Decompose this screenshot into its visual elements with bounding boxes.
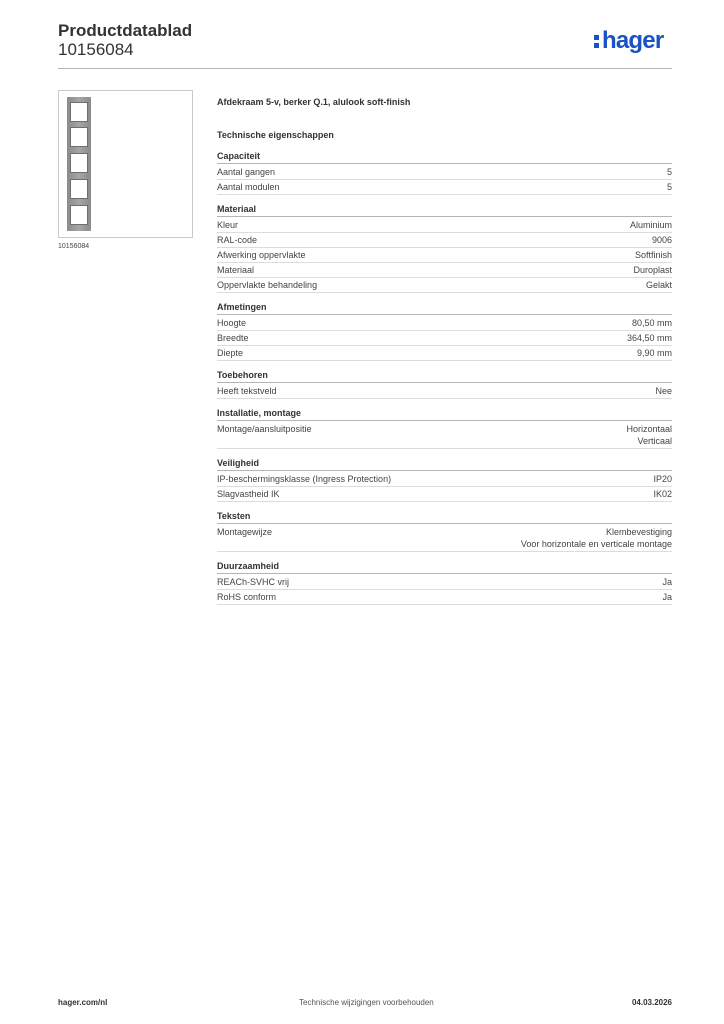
spec-row (217, 590, 672, 605)
spec-value (653, 473, 672, 485)
spec-row (217, 472, 672, 487)
spec-label: RoHS conform (217, 592, 277, 602)
spec-sections (217, 150, 672, 605)
spec-value (630, 219, 672, 231)
spec-section (217, 369, 672, 399)
section-title: Duurzaamheid (217, 560, 672, 574)
spec-row (217, 331, 672, 346)
spec-value-line: Voor horizontale en verticale montage (520, 539, 672, 549)
spec-value-line: Horizontaal (626, 424, 672, 434)
spec-value-line: Ja (662, 592, 672, 602)
spec-value-line: Ja (662, 577, 672, 587)
header-divider (58, 68, 672, 69)
spec-value (627, 332, 672, 344)
section-title: Veiligheid (217, 457, 672, 471)
spec-value-line: Gelakt (645, 280, 672, 290)
section-title: Capaciteit (217, 150, 672, 164)
image-caption: 10156084 (58, 243, 90, 250)
spec-row (217, 487, 672, 502)
spec-value-line: Verticaal (637, 436, 672, 446)
product-code: 10156084 (58, 40, 134, 59)
spec-label: Kleur (217, 220, 239, 230)
spec-row (217, 248, 672, 263)
product-frame-image (67, 97, 91, 231)
product-image-box (58, 90, 193, 238)
product-specifications (217, 95, 672, 605)
spec-row (217, 525, 672, 552)
frame-slot (70, 102, 88, 122)
spec-value-line: IK02 (653, 489, 672, 499)
spec-section (217, 457, 672, 502)
spec-value-line: Aluminium (629, 220, 672, 230)
spec-label: Diepte (217, 348, 244, 358)
frame-slot (70, 179, 88, 199)
section-title: Teksten (217, 510, 672, 524)
document-title: Productdatablad (58, 21, 193, 40)
spec-section (217, 150, 672, 195)
spec-label: Montagewijze (217, 527, 273, 537)
spec-value-line: Softfinish (634, 250, 672, 260)
spec-value (637, 347, 672, 359)
spec-value-line: 9,90 mm (636, 348, 672, 358)
spec-value (662, 591, 672, 603)
spec-label: Materiaal (217, 265, 255, 275)
spec-section (217, 301, 672, 361)
spec-section (217, 203, 672, 293)
spec-row (217, 218, 672, 233)
spec-value (632, 317, 672, 329)
spec-row (217, 263, 672, 278)
spec-row (217, 384, 672, 399)
hager-logo[interactable] (594, 29, 663, 53)
spec-value (662, 576, 672, 588)
spec-value-line: IP20 (653, 474, 672, 484)
spec-label: Oppervlakte behandeling (217, 280, 318, 290)
section-title: Toebehoren (217, 369, 672, 383)
section-title: Afmetingen (217, 301, 672, 315)
spec-value (633, 264, 672, 276)
spec-label: Breedte (217, 333, 249, 343)
frame-slot (70, 153, 88, 173)
product-title: Afdekraam 5-v, berker Q.1, alulook soft-finish (217, 97, 411, 107)
spec-label: Slagvastheid IK (217, 489, 280, 499)
spec-value (646, 279, 672, 291)
spec-value (667, 181, 672, 193)
spec-section (217, 407, 672, 449)
spec-row (217, 346, 672, 361)
spec-section (217, 560, 672, 605)
spec-value (521, 526, 672, 550)
spec-value-line: Nee (655, 386, 672, 396)
spec-row (217, 180, 672, 195)
spec-label: RAL-code (217, 235, 258, 245)
footer-date: 04.03.2026 (631, 998, 672, 1007)
footer-disclaimer: Technische wijzigingen voorbehouden (299, 998, 434, 1007)
spec-value-line: 5 (666, 182, 672, 192)
spec-value-line: 5 (666, 167, 672, 177)
spec-value-line: Klembevestiging (605, 527, 672, 537)
spec-label: Aantal gangen (217, 167, 276, 177)
spec-value-line: 364,50 mm (626, 333, 672, 343)
spec-value (653, 488, 672, 500)
spec-value (667, 166, 672, 178)
spec-value-line: 80,50 mm (631, 318, 672, 328)
logo-text: hager (602, 27, 664, 54)
frame-slot (70, 127, 88, 147)
spec-label: REACh-SVHC vrij (217, 577, 290, 587)
footer-website-link[interactable]: hager.com/nl (58, 998, 108, 1007)
spec-section (217, 510, 672, 552)
spec-row (217, 316, 672, 331)
spec-label: Heeft tekstveld (217, 386, 277, 396)
spec-label: Montage/aansluitpositie (217, 424, 312, 434)
spec-row (217, 233, 672, 248)
section-title: Materiaal (217, 203, 672, 217)
spec-value-line: Duroplast (633, 265, 672, 275)
spec-value (655, 385, 672, 397)
spec-row (217, 575, 672, 590)
spec-value (652, 234, 672, 246)
spec-value-line: 9006 (651, 235, 672, 245)
spec-row (217, 278, 672, 293)
technical-properties-heading: Technische eigenschappen (217, 130, 334, 140)
spec-label: Hoogte (217, 318, 247, 328)
spec-label: IP-beschermingsklasse (Ingress Protection) (217, 474, 392, 484)
frame-slot (70, 205, 88, 225)
spec-value (626, 423, 672, 447)
spec-value (635, 249, 672, 261)
spec-label: Afwerking oppervlakte (217, 250, 306, 260)
section-title: Installatie, montage (217, 407, 672, 421)
logo-dots-icon (594, 31, 601, 49)
spec-label: Aantal modulen (217, 182, 280, 192)
spec-row (217, 165, 672, 180)
spec-row (217, 422, 672, 449)
